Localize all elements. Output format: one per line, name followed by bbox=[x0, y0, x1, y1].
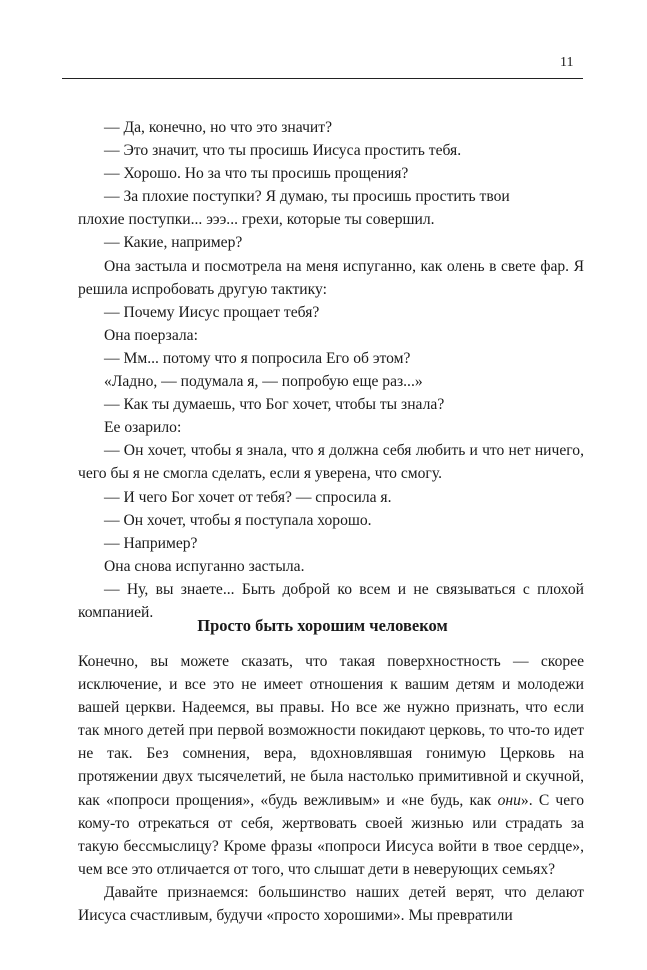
dialogue-line: Она поерзала: bbox=[104, 326, 198, 344]
dialogue-line: Она снова испуганно застыла. bbox=[104, 557, 305, 575]
dialogue-line: — И чего Бог хочет от тебя? — спросила я. bbox=[104, 488, 392, 506]
dialogue-line: — Какие, например? bbox=[104, 234, 243, 252]
dialogue-line: — Хорошо. Но за что ты просишь прощения? bbox=[104, 165, 409, 183]
header-rule bbox=[62, 78, 583, 79]
emphasis-text: они bbox=[497, 791, 521, 809]
section-heading: Просто быть хорошим человеком bbox=[197, 616, 448, 635]
paragraph-text: Конечно, вы можете сказать, что такая поверхностность — скорее исключение, и все это не имеет отношения к вашим детям и молодежи вашей церкви. Надеемся, вы правы. Но все же нужно признать, что если так много детей при первой возможности покидают церковь, то что-то идет не так. Без сомнения, вера, вдохновлявшая гонимую Церковь на протяжении двух тысячелетий, не была настолько примитивной и скучной, как «попроси прощения», «будь вежливым» и «не будь, как bbox=[78, 653, 584, 809]
dialogue-line: плохие поступки... эээ... грехи, которые ты совершил. bbox=[78, 211, 435, 229]
dialogue-line: «Ладно, — подумала я, — попробую еще раз...» bbox=[104, 373, 423, 391]
dialogue-line: — Ну, вы знаете... Быть доброй ко всем и не связываться с плохой компанией. bbox=[78, 580, 584, 621]
dialogue-line: — За плохие поступки? Я думаю, ты просишь простить твои bbox=[104, 188, 510, 206]
dialogue-line: — Это значит, что ты просишь Иисуса простить тебя. bbox=[104, 142, 462, 160]
dialogue-line: — Почему Иисус прощает тебя? bbox=[104, 303, 320, 321]
body-paragraph: Давайте признаемся: большинство наших детей верят, что делают Иисуса счастливым, будучи «просто хорошими». Мы превратили bbox=[78, 883, 584, 925]
dialogue-line: — Он хочет, чтобы я знала, что я должна себя любить и что нет ничего, чего бы я не смогла сделать, если я уверена, что смогу. bbox=[78, 442, 584, 483]
dialogue-line: — Он хочет, чтобы я поступала хорошо. bbox=[104, 511, 372, 529]
dialogue-line: — Да, конечно, но что это значит? bbox=[104, 119, 332, 136]
page-number: 11 bbox=[560, 55, 574, 70]
dialogue-line: — Например? bbox=[104, 534, 198, 552]
section-body bbox=[78, 650, 584, 927]
dialogue-line: Ее озарило: bbox=[104, 419, 182, 437]
dialogue-block bbox=[78, 116, 584, 624]
body-paragraph bbox=[78, 650, 584, 881]
dialogue-line: Она застыла и посмотрела на меня испуганно, как олень в свете фар. Я решила испробовать другую тактику: bbox=[78, 257, 584, 298]
dialogue-line: — Мм... потому что я попросила Его об этом? bbox=[104, 349, 411, 367]
paragraph-text: ». С чего кому-то отрекаться от себя, жертвовать своей жизнью или страдать за такую бессмыслицу? Кроме фразы «попроси Иисуса войти в твое сердце», чем все это отличается от того, что слышат дети в неверующих семьях? bbox=[78, 791, 584, 878]
dialogue-line: — Как ты думаешь, что Бог хочет, чтобы ты знала? bbox=[104, 396, 445, 414]
